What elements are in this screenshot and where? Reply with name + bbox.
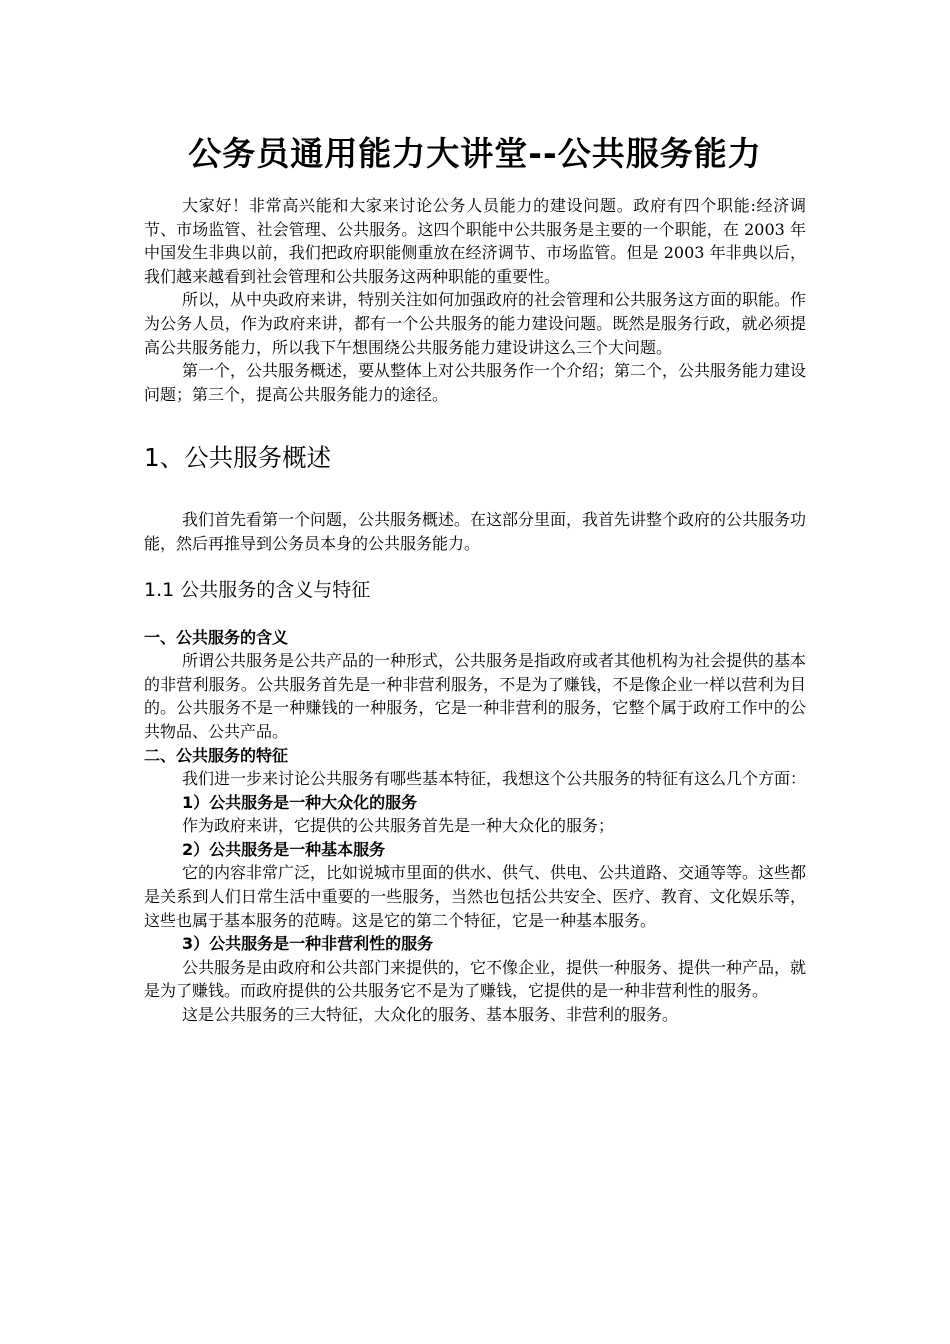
feature-heading-2: 2）公共服务是一种基本服务 <box>182 839 386 859</box>
part-features-paragraph: 我们进一步来讨论公共服务有哪些基本特征，我想这个公共服务的特征有这么几个方面： <box>182 769 807 789</box>
document-title: 公务员通用能力大讲堂--公共服务能力 <box>188 134 762 173</box>
part-heading-features: 二、公共服务的特征 <box>144 745 289 765</box>
features-summary: 这是公共服务的三大特征，大众化的服务、基本服务、非营利的服务。 <box>182 1005 679 1025</box>
feature-paragraph-1: 作为政府来讲，它提供的公共服务首先是一种大众化的服务； <box>182 816 615 836</box>
section-heading-1: 1、公共服务概述 <box>144 443 332 473</box>
feature-heading-3: 3）公共服务是一种非营利性的服务 <box>182 934 434 954</box>
section-1-paragraph: 我们首先看第一个问题，公共服务概述。在这部分里面，我首先讲整个政府的公共服务功能，然后再推导到公务员本身的公共服务能力。 <box>144 510 807 553</box>
part-meaning-paragraph: 所谓公共服务是公共产品的一种形式，公共服务是指政府或者其他机构为社会提供的基本的非营利服务。公共服务首先是一种非营利服务，不是为了赚钱，不是像企业一样以营利为目的。公共服务不是一种赚钱的一种服务，它是一种非营利的服务，它整个属于政府工作中的公共物品、公共产品。 <box>144 651 807 741</box>
document-body <box>144 126 806 1027</box>
feature-paragraph-3: 公共服务是由政府和公共部门来提供的，它不像企业，提供一种服务、提供一种产品，就是为了赚钱。而政府提供的公共服务它不是为了赚钱，它提供的是一种非营利性的服务。 <box>144 957 807 1001</box>
part-heading-meaning: 一、公共服务的含义 <box>144 627 289 647</box>
intro-paragraph-1: 大家好！非常高兴能和大家来讨论公务人员能力的建设问题。政府有四个职能:经济调节、市场监管、社会管理、公共服务。这四个职能中公共服务是主要的一个职能，在 2003 年中国发生非典以前，我们把政府职能侧重放在经济调节、市场监管。但是 2003 年非典以后，我们越来越看到社会管理和公共服务这两种职能的重要性。 <box>144 196 806 286</box>
intro-paragraph-3: 第一个，公共服务概述，要从整体上对公共服务作一个介绍；第二个，公共服务能力建设问题；第三个，提高公共服务能力的途径。 <box>144 361 807 404</box>
feature-paragraph-2: 它的内容非常广泛，比如说城市里面的供水、供气、供电、公共道路、交通等等。这些都是关系到人们日常生活中重要的一些服务，当然也包括公共安全、医疗、教育、文化娱乐等，这些也属于基本服务的范畴。这是它的第二个特征，它是一种基本服务。 <box>144 863 807 930</box>
intro-paragraph-2: 所以，从中央政府来讲，特别关注如何加强政府的社会管理和公共服务这方面的职能。作为公务人员，作为政府来讲，都有一个公共服务的能力建设问题。既然是服务行政，就必须提高公共服务能力，所以我下午想围绕公共服务能力建设讲这么三个大问题。 <box>144 290 807 357</box>
subsection-heading-1-1: 1.1 公共服务的含义与特征 <box>144 578 371 601</box>
feature-heading-1: 1）公共服务是一种大众化的服务 <box>182 792 418 812</box>
